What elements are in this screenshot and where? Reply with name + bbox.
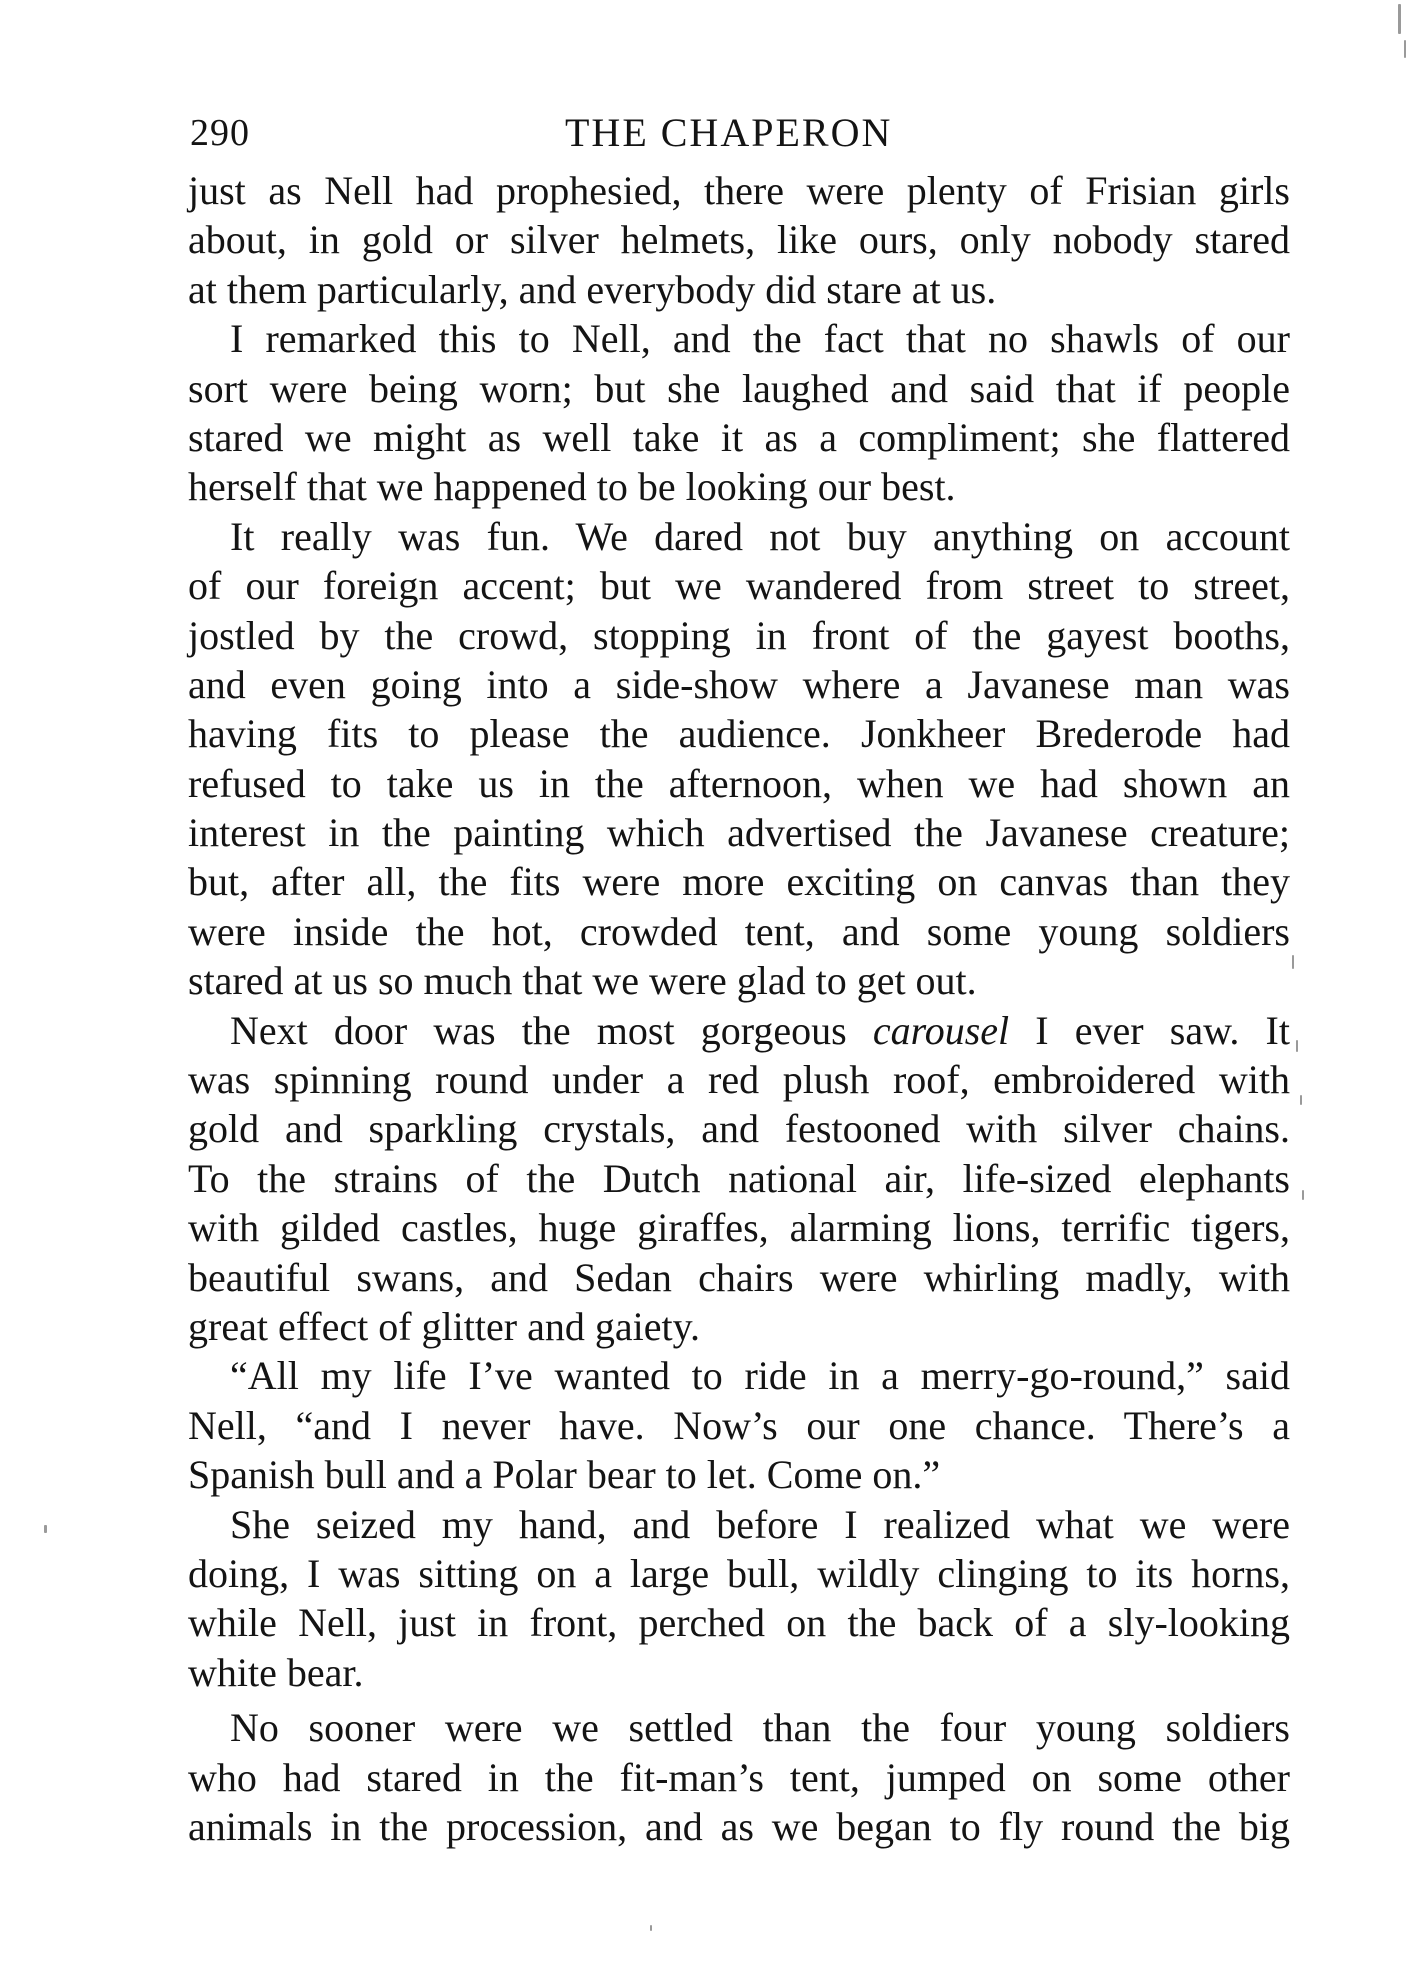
text-line: with gilded castles, huge giraffes, alarming lions, terrific tigers, bbox=[188, 1205, 1290, 1251]
text-line: interest in the painting which advertised the Javanese creature; bbox=[188, 810, 1290, 856]
running-title: THE CHAPERON bbox=[565, 110, 893, 155]
paragraph bbox=[188, 1351, 1290, 1499]
text-line: sort were being worn; but she laughed and said that if people bbox=[188, 365, 1290, 411]
text-line: I remarked this to Nell, and the fact that no shawls of our bbox=[230, 316, 1290, 362]
text-line: were inside the hot, crowded tent, and some young soldiers bbox=[188, 908, 1290, 954]
text-line: but, after all, the fits were more exciting on canvas than they bbox=[188, 859, 1290, 905]
text-line: “All my life I’ve wanted to ride in a merry-go-round,” said bbox=[230, 1353, 1290, 1399]
paragraph bbox=[188, 512, 1290, 1006]
text-line: just as Nell had prophesied, there were plenty of Frisian girls bbox=[188, 168, 1290, 213]
text-line: who had stared in the fit-man’s tent, jumped on some other bbox=[188, 1754, 1290, 1800]
text-line: Next door was the most gorgeous carousel I ever saw. It bbox=[230, 1007, 1290, 1053]
text-line: beautiful swans, and Sedan chairs were whirling madly, with bbox=[188, 1254, 1290, 1300]
paragraph bbox=[188, 314, 1290, 512]
paragraph bbox=[188, 166, 1290, 314]
text-line: To the strains of the Dutch national air, life-sized elephants bbox=[188, 1155, 1290, 1201]
paragraph bbox=[188, 1006, 1290, 1352]
text-line: white bear. bbox=[188, 1649, 364, 1695]
text-line: doing, I was sitting on a large bull, wildly clinging to its horns, bbox=[188, 1550, 1290, 1596]
text-line: gold and sparkling crystals, and festooned with silver chains. bbox=[188, 1106, 1290, 1152]
scan-speck bbox=[1404, 40, 1406, 58]
text-line: about, in gold or silver helmets, like ours, only nobody stared bbox=[188, 217, 1290, 263]
text-line: stared at us so much that we were glad to get out. bbox=[188, 958, 977, 1004]
text-line: jostled by the crowd, stopping in front of the gayest booths, bbox=[188, 612, 1290, 658]
paragraph bbox=[188, 1703, 1290, 1851]
text-line: It really was fun. We dared not buy anything on account bbox=[230, 513, 1290, 559]
text-line: Spanish bull and a Polar bear to let. Come on.” bbox=[188, 1452, 941, 1498]
scan-speck bbox=[1292, 955, 1294, 969]
text-line: great effect of glitter and gaiety. bbox=[188, 1303, 700, 1349]
text-line: at them particularly, and everybody did stare at us. bbox=[188, 266, 997, 312]
text-line: stared we might as well take it as a compliment; she flattered bbox=[188, 414, 1290, 460]
paragraph bbox=[188, 1500, 1290, 1698]
text-line: herself that we happened to be looking our best. bbox=[188, 464, 956, 510]
text-line: of our foreign accent; but we wandered from street to street, bbox=[188, 563, 1290, 609]
body-text bbox=[188, 166, 1290, 1851]
text-line: while Nell, just in front, perched on the back of a sly-looking bbox=[188, 1600, 1290, 1646]
text-line: was spinning round under a red plush roof, embroidered with bbox=[188, 1057, 1290, 1103]
scan-speck bbox=[44, 1525, 47, 1533]
text-line: No sooner were we settled than the four young soldiers bbox=[230, 1705, 1290, 1751]
running-head bbox=[190, 108, 1290, 158]
text-line: having fits to please the audience. Jonkheer Brederode had bbox=[188, 711, 1290, 757]
scan-speck bbox=[1398, 4, 1401, 34]
scan-speck bbox=[650, 1925, 652, 1931]
scan-speck bbox=[1300, 1095, 1302, 1105]
text-line: She seized my hand, and before I realized what we were bbox=[230, 1501, 1290, 1547]
text-line: and even going into a side-show where a Javanese man was bbox=[188, 661, 1290, 707]
scan-speck bbox=[1302, 1190, 1304, 1200]
page-number: 290 bbox=[190, 112, 250, 154]
text-line: animals in the procession, and as we began to fly round the big bbox=[188, 1803, 1290, 1849]
scan-speck bbox=[1296, 1040, 1298, 1052]
text-line: refused to take us in the afternoon, when we had shown an bbox=[188, 760, 1290, 806]
text-line: Nell, “and I never have. Now’s our one chance. There’s a bbox=[188, 1402, 1290, 1448]
italic-word: carousel bbox=[872, 1007, 1010, 1053]
